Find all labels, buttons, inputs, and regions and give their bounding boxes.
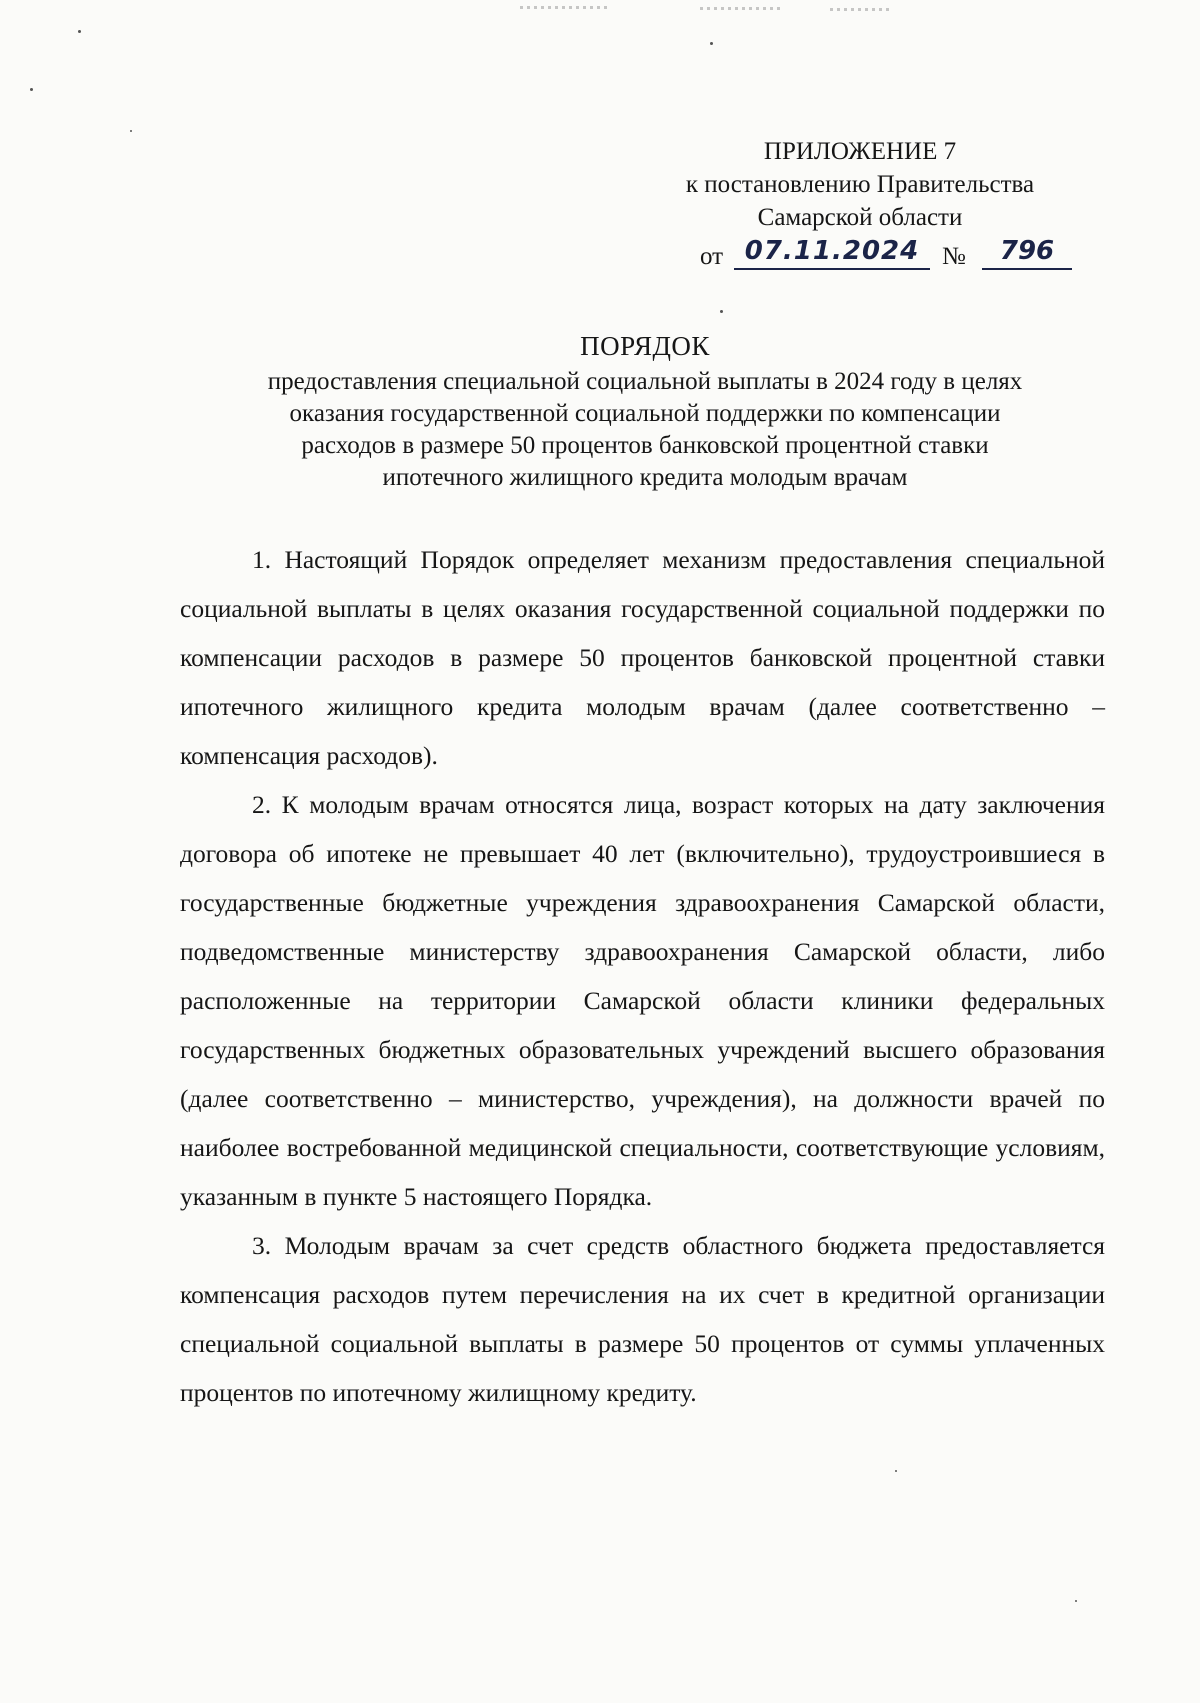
document-title-block [180,330,1110,494]
scan-speck [30,88,33,91]
region-name: Самарской области [757,204,963,231]
paragraph-3: 3. Молодым врачам за счет средств областного бюджета предоставляется компенсация расходов путем перечисления на их счет в кредитной организации специальной социальной выплаты в размере 50 процентов от суммы уплаченных процентов по ипотечному жилищному кредиту. [180,1231,1105,1407]
appendix-header [640,135,1080,272]
subtitle-line: расходов в размере 50 процентов банковской процентной ставки [301,432,989,459]
scan-artifact [830,8,890,11]
subtitle-line: ипотечного жилищного кредита молодым врачам [382,464,908,491]
scan-speck [130,130,132,132]
scan-speck [895,1470,897,1472]
paragraph-1: 1. Настоящий Порядок определяет механизм предоставления специальной социальной выплаты в целях оказания государственной социальной поддержки по компенсации расходов в размере 50 процентов банковской процентной ставки ипотечного жилищного кредита молодым врачам (далее соответственно – компенсация расходов). [180,545,1105,770]
subtitle-line: оказания государственной социальной поддержки по компенсации [289,400,1001,427]
paragraph-2: 2. К молодым врачам относятся лица, возраст которых на дату заключения договора об ипотеке не превышает 40 лет (включительно), трудоустроившиеся в государственные бюджетные учреждения здравоохранения Самарской области, подведомственные министерству здравоохранения Самарской области, либо расположенные на территории Самарской области клиники федеральных государственных бюджетных образовательных учреждений высшего образования (далее соответственно – министерство, учреждения), на должности врачей по наиболее востребованной медицинской специальности, соответствующие условиям, указанным в пункте 5 настоящего Порядка. [180,790,1105,1211]
resolution-reference: к постановлению Правительства [685,171,1035,198]
scan-artifact [520,6,610,9]
appendix-number: ПРИЛОЖЕНИЕ 7 [763,138,957,165]
subtitle-line: предоставления специальной социальной выплаты в 2024 году в целях [267,368,1023,395]
scan-speck [1075,1600,1077,1602]
handwritten-date: 07.11.2024 [734,234,930,270]
scan-speck [710,42,713,45]
scan-speck [78,30,81,33]
handwritten-number: 796 [982,234,1072,270]
document-title: ПОРЯДОК [580,331,710,361]
scan-speck [720,310,723,313]
date-prefix: от [700,243,724,270]
number-sign: № [942,243,966,270]
document-body [180,535,1105,1417]
date-number-line [640,236,1080,272]
scan-artifact [700,7,780,10]
